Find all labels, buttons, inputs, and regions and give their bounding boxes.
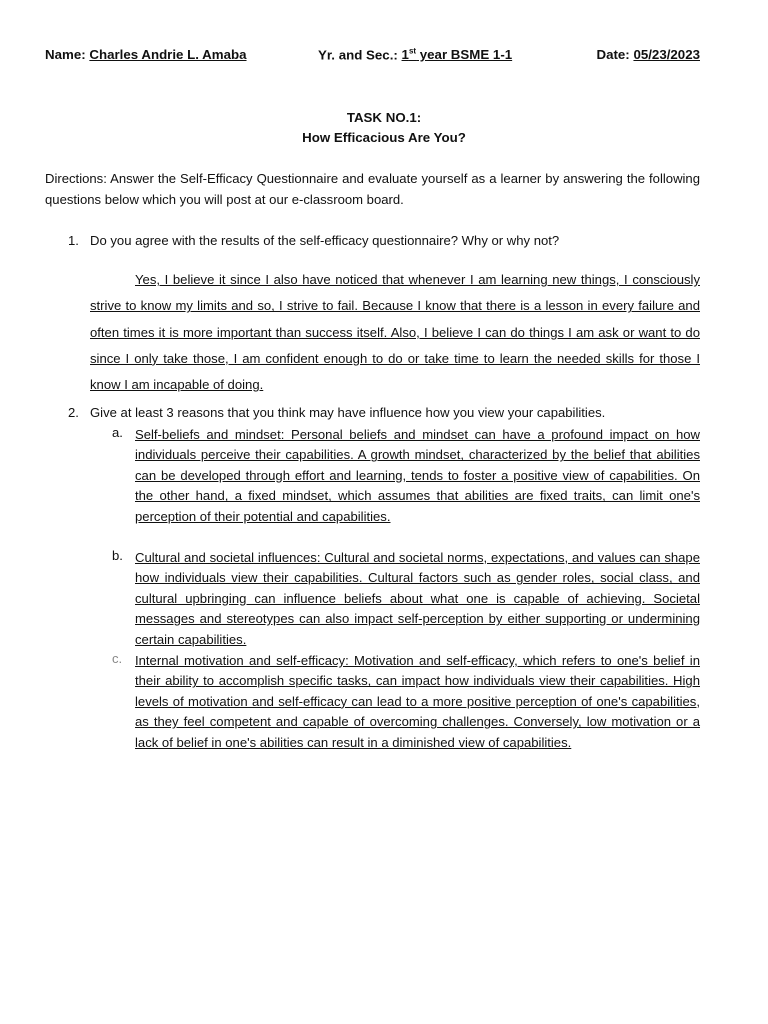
section-year-number: 1 (401, 47, 409, 63)
date-value: 05/23/2023 (633, 47, 700, 62)
reason-item-c-text: Internal motivation and self-efficacy: Motivation and self-efficacy, which refers to one's belief in their ability to accomplish specific tasks, can impact how individuals view their capabilities. High levels of motivation and self-efficacy can lead to a more positive perception of one's capabilities, as they feel competent and capable of overcoming challenges. Conversely, low motivation or a lack of belief in one's abilities can result in a diminished view of capabilities. (135, 653, 700, 750)
section-value (402, 47, 513, 62)
question-1 (68, 233, 700, 248)
date-label: Date: (596, 47, 630, 62)
task-subtitle: How Efficacious Are You? (302, 130, 466, 145)
question-1-number: 1. (68, 233, 79, 248)
reason-item-b-label: b. (112, 548, 123, 563)
section-year-rest: year BSME 1-1 (416, 47, 513, 63)
reason-item-c-label: c. (112, 651, 123, 666)
question-2 (68, 405, 700, 420)
section-label: Yr. and Sec.: (318, 47, 398, 63)
question-2-text: Give at least 3 reasons that you think may have influence how you view your capabilities. (90, 405, 606, 420)
question-1-answer: Yes, I believe it since I also have noticed that whenever I am learning new things, I consciously strive to know my limits and so, I strive to fail. Because I know that there is a lesson in every failure and often times it is more important than success itself. Also, I believe I can do things I am ask or want to do since I only take those, I am confident enough to do or take time to learn the needed skills for those I know I am incapable of doing. (90, 272, 700, 393)
question-2-number: 2. (68, 405, 79, 420)
name-value: Charles Andrie L. Amaba (89, 47, 247, 62)
directions-paragraph: Directions: Answer the Self-Efficacy Questionnaire and evaluate yourself as a learner by answering the following questions below which you will post at our e-classroom board. (45, 171, 700, 207)
section-field (318, 47, 512, 62)
date-field (596, 47, 700, 62)
name-label: Name: (45, 47, 86, 62)
question-1-text: Do you agree with the results of the self-efficacy questionnaire? Why or why not? (90, 233, 560, 248)
reason-item-a-label: a. (112, 425, 123, 440)
name-field (45, 47, 247, 62)
task-title: TASK NO.1: (346, 110, 422, 125)
section-year-suffix: st (408, 47, 417, 56)
reason-item-b-text: Cultural and societal influences: Cultural and societal norms, expectations, and values can shape how individuals view their capabilities. Cultural factors such as gender roles, social class, and cultural upbringing can influence beliefs about what one is capable of achieving. Societal messages and stereotypes can also impact self-perception by either supporting or undermining certain capabilities. (135, 550, 700, 647)
reason-item-a-text: Self-beliefs and mindset: Personal beliefs and mindset can have a profound impact on how individuals perceive their capabilities. A growth mindset, characterized by the belief that abilities can be developed through effort and learning, tends to foster a positive view of capabilities. On the other hand, a fixed mindset, which assumes that abilities are fixed traits, can limit one's perception of their potential and capabilities. (135, 427, 700, 524)
